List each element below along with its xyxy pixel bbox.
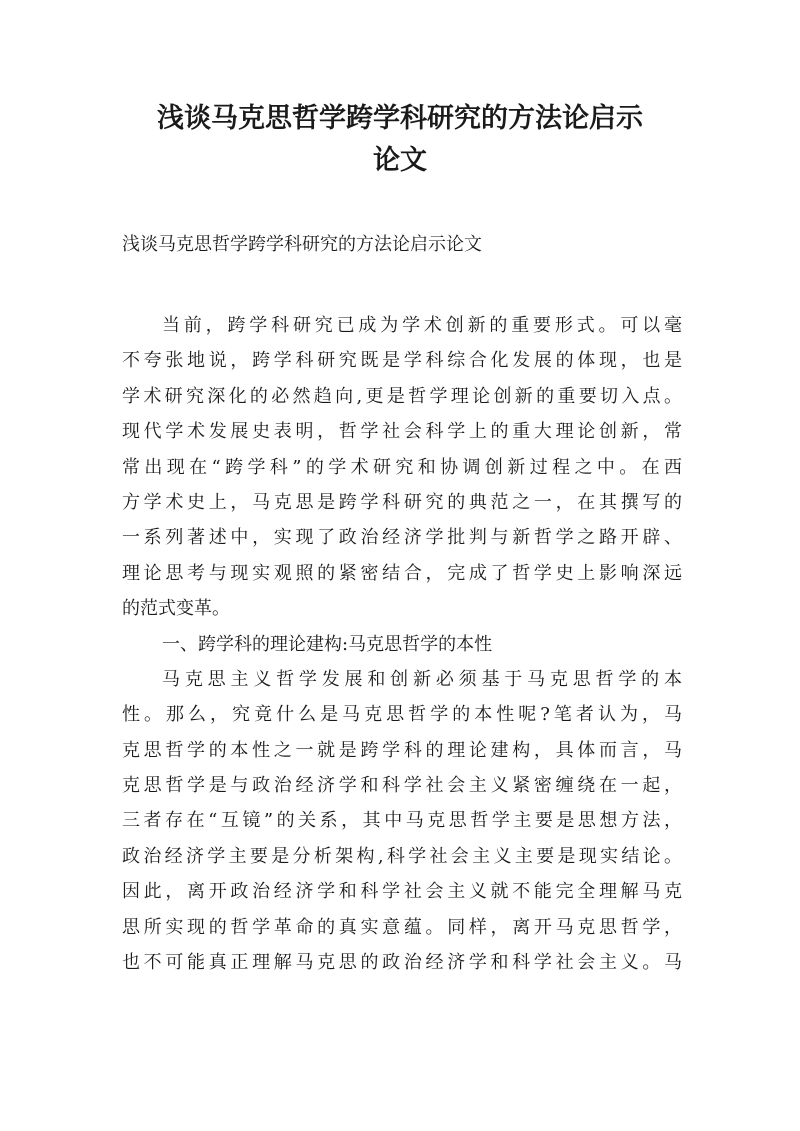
body-line: 政治经济学主要是分析架构,科学社会主义主要是现实结论。: [122, 845, 682, 867]
title-line-1: 浅谈马克思哲学跨学科研究的方法论启示: [157, 103, 643, 134]
body-line: 理论思考与现实观照的紧密结合，完成了哲学史上影响深远: [122, 562, 682, 584]
body-line: 的范式变革。: [122, 598, 230, 620]
body-line: 当前，跨学科研究已成为学术创新的重要形式。可以毫: [162, 315, 682, 336]
body-line: 不夸张地说，跨学科研究既是学科综合化发展的体现，也是: [122, 350, 682, 372]
document-body: [122, 308, 682, 980]
body-line: 学术研究深化的必然趋向,更是哲学理论创新的重要切入点。: [122, 385, 682, 407]
body-line: 一系列著述中，实现了政治经济学批判与新哲学之路开辟、: [122, 527, 682, 549]
body-line: 三者存在“互镜”的关系，其中马克思哲学主要是思想方法，: [122, 810, 682, 832]
body-line: 性。那么，究竟什么是马克思哲学的本性呢?笔者认为，马: [122, 704, 682, 726]
body-line: 现代学术发展史表明，哲学社会科学上的重大理论创新，常: [122, 421, 682, 443]
body-line: 方学术史上，马克思是跨学科研究的典范之一，在其撰写的: [122, 491, 682, 513]
document-subtitle: 浅谈马克思哲学跨学科研究的方法论启示论文: [122, 234, 482, 255]
body-line: 克思哲学是与政治经济学和科学社会主义紧密缠绕在一起，: [122, 775, 682, 797]
section-heading: 一、跨学科的理论建构:马克思哲学的本性: [162, 633, 493, 655]
body-line: 因此，离开政治经济学和科学社会主义就不能完全理解马克: [122, 881, 682, 903]
body-line: 思所实现的哲学革命的真实意蕴。同样，离开马克思哲学，: [122, 916, 682, 938]
body-line: 马克思主义哲学发展和创新必须基于马克思哲学的本: [162, 668, 682, 690]
document-title: [90, 98, 710, 182]
body-line: 也不可能真正理解马克思的政治经济学和科学社会主义。马: [122, 952, 682, 974]
body-line: 克思哲学的本性之一就是跨学科的理论建构，具体而言，马: [122, 739, 682, 761]
body-line: 常出现在“跨学科”的学术研究和协调创新过程之中。在西: [122, 456, 682, 478]
title-line-2: 论文: [373, 145, 427, 176]
